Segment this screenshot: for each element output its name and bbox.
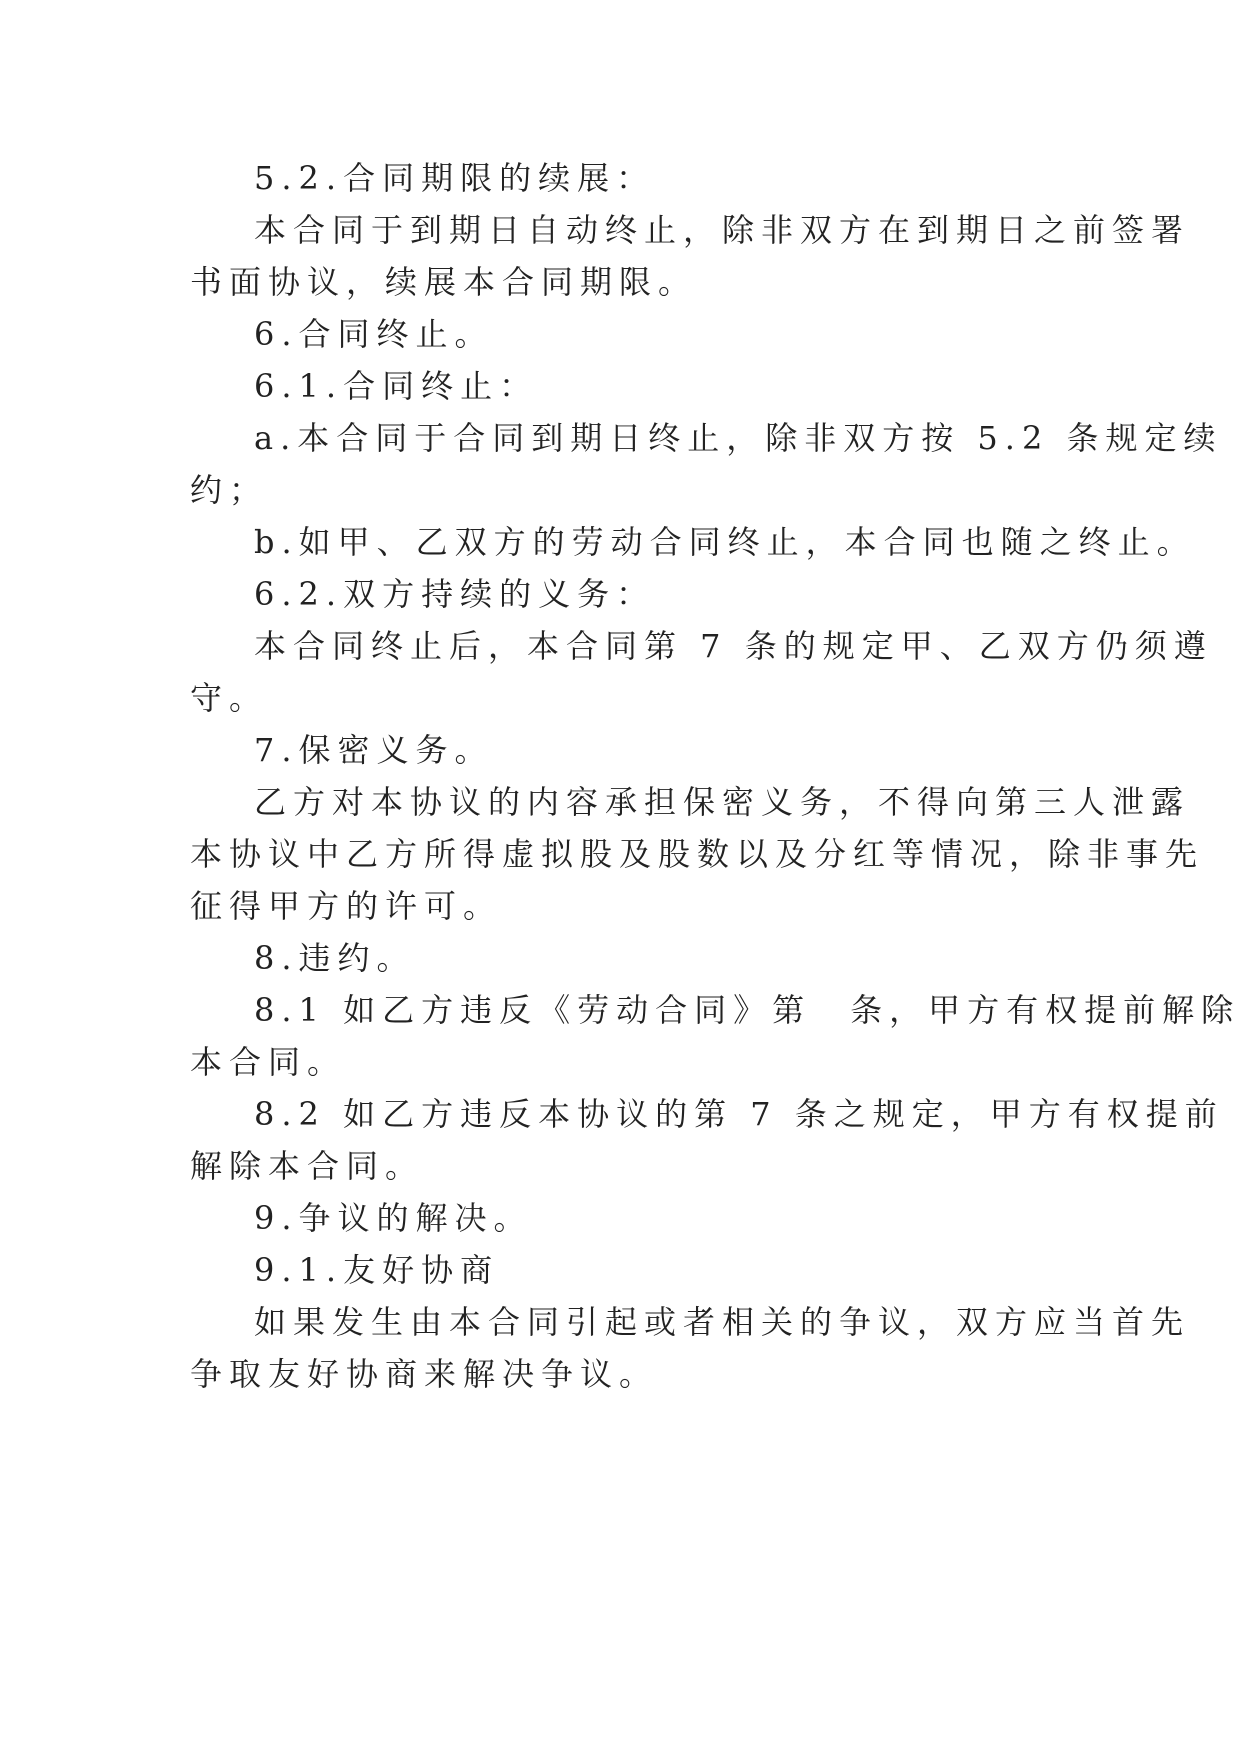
- section-9-heading: 9.争议的解决。: [254, 1199, 533, 1237]
- paragraph-line: 如果发生由本合同引起或者相关的争议，双方应当首先: [254, 1303, 1191, 1341]
- list-item-b: b.如甲、乙双方的劳动合同终止，本合同也随之终止。: [254, 523, 1196, 561]
- paragraph-line: 征得甲方的许可。: [190, 887, 503, 925]
- list-item-a: a.本合同于合同到期日终止，除非双方按 5.2 条规定续: [254, 419, 1223, 457]
- clause-8-1: 8.1 如乙方违反《劳动合同》第 条，甲方有权提前解除: [254, 991, 1241, 1029]
- paragraph-line: 争取友好协商来解决争议。: [190, 1355, 659, 1393]
- paragraph-line: 本合同于到期日自动终止，除非双方在到期日之前签署: [254, 211, 1191, 249]
- paragraph-line: 守。: [190, 679, 269, 717]
- section-7-heading: 7.保密义务。: [254, 731, 494, 769]
- paragraph-line: 本合同。: [190, 1043, 347, 1081]
- paragraph-line: 本协议中乙方所得虚拟股及股数以及分红等情况，除非事先: [190, 835, 1205, 873]
- paragraph-line: 解除本合同。: [190, 1147, 425, 1185]
- paragraph-line: 约；: [190, 471, 269, 509]
- paragraph-line: 乙方对本协议的内容承担保密义务，不得向第三人泄露: [254, 783, 1191, 821]
- section-6-heading: 6.合同终止。: [254, 315, 494, 353]
- section-8-heading: 8.违约。: [254, 939, 416, 977]
- paragraph-line: 书面协议，续展本合同期限。: [190, 263, 698, 301]
- clause-6-2-heading: 6.2.双方持续的义务：: [254, 575, 656, 613]
- paragraph-line: 本合同终止后，本合同第 7 条的规定甲、乙双方仍须遵: [254, 627, 1213, 665]
- clause-8-2: 8.2 如乙方违反本协议的第 7 条之规定，甲方有权提前: [254, 1095, 1224, 1133]
- clause-6-1-heading: 6.1.合同终止：: [254, 367, 539, 405]
- clause-5-2-heading: 5.2.合同期限的续展：: [254, 159, 656, 197]
- clause-9-1-heading: 9.1.友好协商: [254, 1251, 500, 1289]
